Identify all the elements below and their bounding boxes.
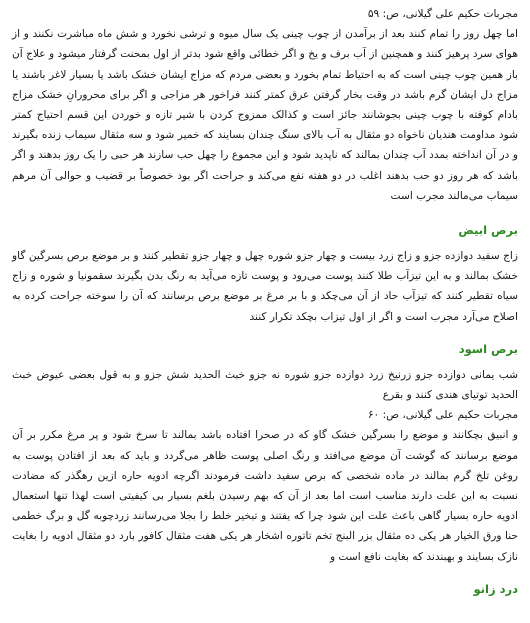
section1-text: [12, 4, 518, 206]
source-line-59: مجربات حکیم علی گیلانی، ص: ۵۹: [367, 8, 518, 20]
heading-baras-aswad: برص اسود: [458, 341, 518, 356]
section3-paragraph1: شب یمانی دوازده جزو زرنیخ زرد دوازده جزو شوره نه جزو خبث الحدید شش جزو و به قول بعضی عیوض خبث الحدید توتیای هندی کنند و بقرع: [12, 368, 518, 402]
spacer: [12, 206, 518, 220]
heading-baras-abyaz: برص ابیض: [458, 223, 518, 238]
heading-dard-zanu: درد زانو: [473, 581, 518, 596]
section3-text: [12, 365, 518, 567]
spacer: [12, 567, 518, 579]
source-line-60: مجربات حکیم علی گیلانی، ص: ۶۰: [367, 409, 518, 422]
section3-paragraph2: و انبیق بچکانند و موضع را بسرگین خشک گاو که در صحرا افتاده باشد بمالند تا سرخ شود و پر مرغ مکرر بر آن موضع برسانند که گوشت آن موضع می‌افتد و رنگ اصلی پوست ظاهر می‌گردد و باید که بعد از افتادن پوست به روغن تلخ گرم بمالند در ماده شخصی که برص سفید داشت فرمودند اگرچه ادویه حاره ازین رهگذر که مضادت نسبت به این علت دارند مناسب است اما بعد از آن که بهم رسیدن بلغم بسیار بی کیفیتی است لهذا تنها استعمال ادویه حاره بسیار گاهی باعث علت این شود چرا که یفتند و تبخیر خلط را بجلا می‌رسانند زردچوبه گل و برگ خطمی حنا ورق الخیار هر یکی ده مثقال بزر البنج تخم تاتوره اشخار هر یکی هفت مثقال کافور بارد دو مثقال ادویه را بغایت نازک بسایند و بهبندند که بغایت نافع است و: [12, 429, 518, 563]
section1-paragraph: اما چهل روز را تمام کنند بعد از برآمدن از چوب چینی یک سال میوه و ترشی نخورد و شش ماه مباشرت نکنند و از هوای سرد پرهیز کنند و همچنین از آب برف و یخ و اگر خطائی واقع شود بدتر از اول بمحنت گرفتار میشود و علاج آن باز همین چوب چینی است که به احتیاط تمام بخورد و بعضی مردم که مزاج ایشان خشک باشد یا بسیار لاغر باشند یا مزاج دل ایشان گرم باشد در وقت بخار گرفتن عرق کمتر کنند فراخور هر مزاجی و اگر برای محرورانِ خشک مزاج بادام کوفته با چوب چینی بجوشانند جائز است و کذالک ممزوج کردن با شیر تازه و خوردن این قسم احتیاج کمتر شود مداومت هندیان ناخواه دو مثقال به آب بالای سنگ چندان بسایند که خمیر شود و سه مثقال سیماب زنده بگیرند و در آن انداخته بمدد آب چندان بمالند که ناپدید شود و این مجموع را چهل حب سازند هر حبی را یک روز بدهند و اگر باشد که هر روز دو حب بدهند اغلب در دو هفته نفع می‌کند و جراحت اگر بود خصوصاً بر قضیب و حوالی آن مرهم سیماب می‌مالند مجرب است: [12, 28, 518, 202]
spacer: [12, 327, 518, 339]
section2-paragraph: زاج سفید دوازده جزو و زاج زرد بیست و چهار جزو شوره چهل و چهار جزو تقطیر کنند و بر موضع برص بسرگین گاو خشک بمالند و به این تیزآب طلا کنند پوست می‌رود و پوست تازه می‌آید به رنگ بدن بگیرند سقمونیا و شوره و زاج سیاه تقطیر کنند که تیزآب حاد از آن می‌چکد و با بر مرغ بر موضع برص برسانند که آن را سوخته جراحت کرده به اصلاح می‌آرد مجرب است و اگر از اول تیزاب بچکد تکرار کنند: [12, 250, 518, 323]
